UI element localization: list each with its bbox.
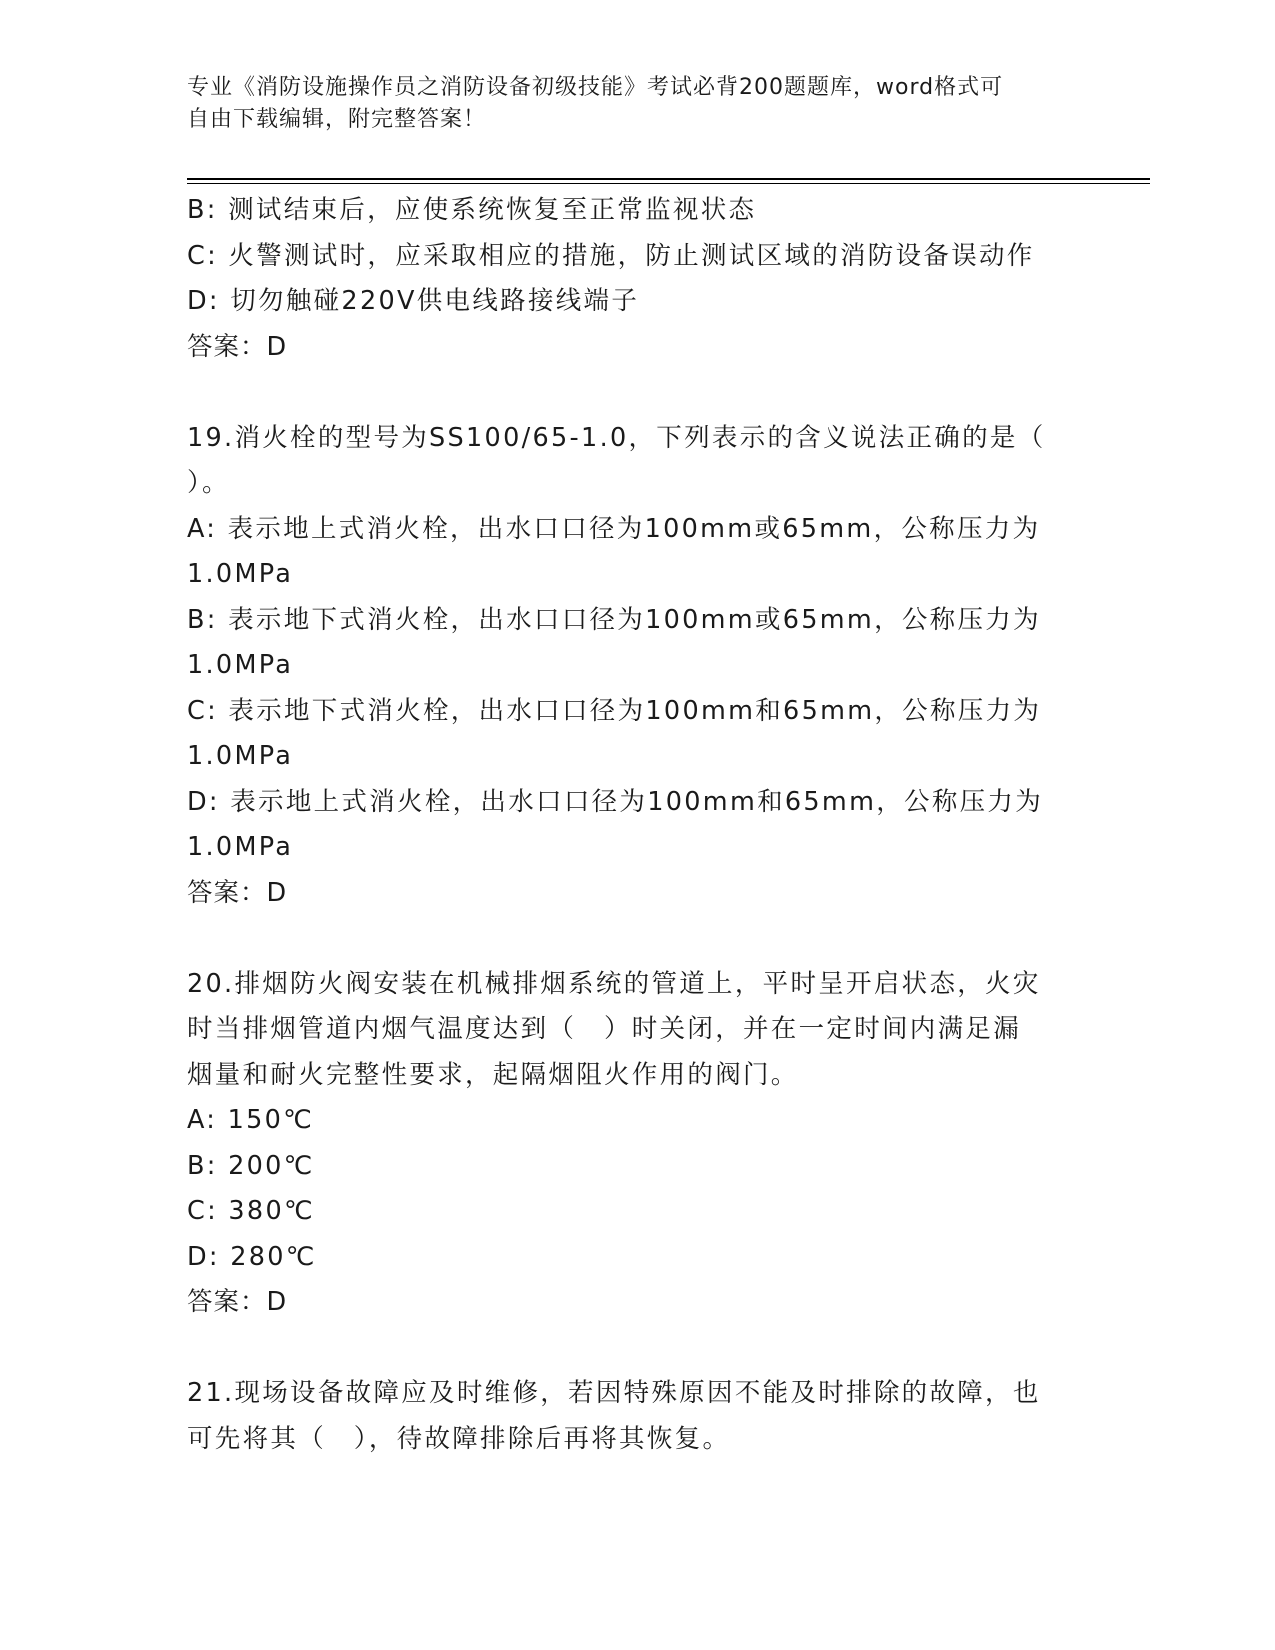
option-a: A: 150℃ <box>187 1105 315 1135</box>
option-b: 1.0MPa <box>187 650 294 680</box>
header-divider <box>187 178 1150 180</box>
spacer <box>187 370 1087 416</box>
option-b: B: 表示地下式消火栓，出水口口径为100mm或65mm，公称压力为 <box>187 604 1041 635</box>
option-a: A: 表示地上式消火栓，出水口口径为100mm或65mm，公称压力为 <box>187 513 1041 544</box>
option-c: 1.0MPa <box>187 741 294 771</box>
option-d: D: 280℃ <box>187 1241 317 1272</box>
question-stem: 20.排烟防火阀安装在机械排烟系统的管道上，平时呈开启状态，火灾 <box>187 968 1041 999</box>
option-d: D: 表示地上式消火栓，出水口口径为100mm和65mm，公称压力为 <box>187 786 1044 817</box>
header-line: 自由下载编辑，附完整答案！ <box>187 107 487 132</box>
answer: 答案：D <box>187 877 288 908</box>
spacer <box>187 1326 1087 1372</box>
question-stem: 19.消火栓的型号为SS100/65-1.0，下列表示的含义说法正确的是（ <box>187 422 1046 453</box>
question-18 <box>187 188 1087 370</box>
question-list <box>187 188 1087 1462</box>
question-stem: 可先将其（ ），待故障排除后再将其恢复。 <box>187 1423 731 1454</box>
option-b: B: 200℃ <box>187 1150 315 1181</box>
page-header <box>187 72 1067 136</box>
option-c: C: 380℃ <box>187 1196 315 1226</box>
answer: 答案：D <box>187 331 288 362</box>
option-d: D: 切勿触碰220V供电线路接线端子 <box>187 286 640 316</box>
option-b: B: 测试结束后，应使系统恢复至正常监视状态 <box>187 195 757 225</box>
option-c: C: 表示地下式消火栓，出水口口径为100mm和65mm，公称压力为 <box>187 695 1042 726</box>
header-line: 专业《消防设施操作员之消防设备初级技能》考试必背200题题库，word格式可 <box>187 75 1004 100</box>
spacer <box>187 916 1087 962</box>
question-21 <box>187 1371 1087 1462</box>
question-20 <box>187 962 1087 1326</box>
header-divider <box>187 183 1150 184</box>
question-stem: 时当排烟管道内烟气温度达到（ ）时关闭，并在一定时间内满足漏 <box>187 1014 1022 1044</box>
question-stem: 烟量和耐火完整性要求，起隔烟阻火作用的阀门。 <box>187 1059 799 1090</box>
question-stem: ）。 <box>187 468 230 498</box>
question-19 <box>187 416 1087 917</box>
answer: 答案：D <box>187 1287 288 1317</box>
option-a: 1.0MPa <box>187 559 294 589</box>
question-stem: 21.现场设备故障应及时维修，若因特殊原因不能及时排除的故障，也 <box>187 1378 1041 1408</box>
option-c: C: 火警测试时，应采取相应的措施，防止测试区域的消防设备误动作 <box>187 240 1035 271</box>
option-d: 1.0MPa <box>187 832 294 862</box>
